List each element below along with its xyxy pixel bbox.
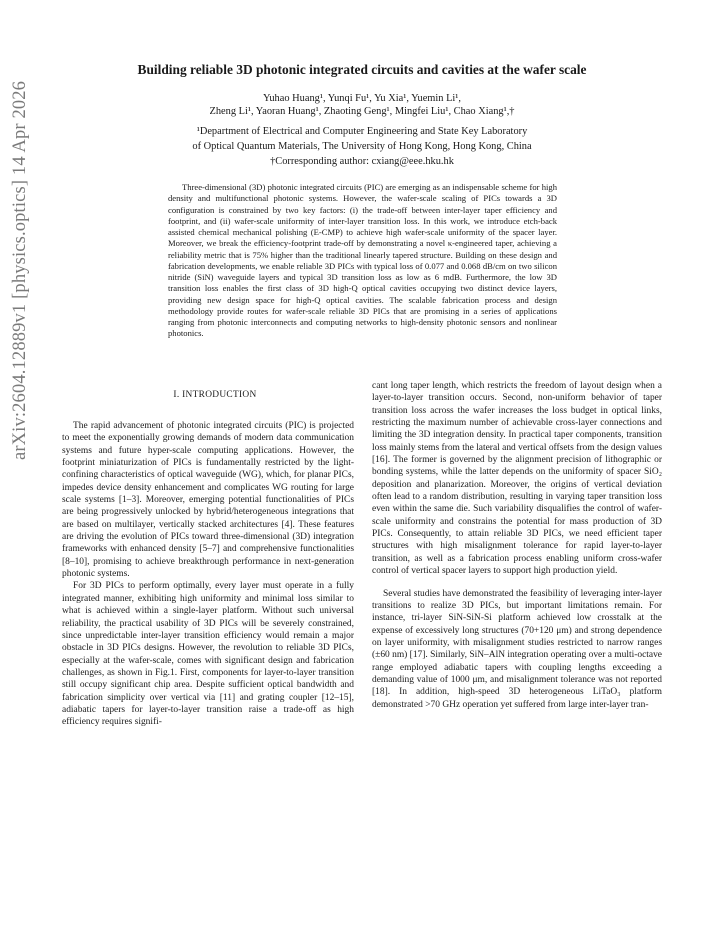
abstract: Three-dimensional (3D) photonic integrated circuits (PIC) are emerging as an indispensable scheme for high density and multifunctional photonic systems. However, the wafer-scale scaling of PICs towards a 3D configuration is constrained by two key factors: (i) the trade-off between inter-layer taper efficiency and footprint, and (ii) wafer-scale uniformity of inter-layer transition loss. In this work, we introduce etch-back assisted chemical mechanical polishing (E-CMP) to achieve high wafer-scale uniformity of the spacer layer. Moreover, we break the efficiency-footprint trade-off by demonstrating a novel κ-engineered taper, achieving a reliability metric that is 75% higher than the traditional linearly tapered structure. Building on these design and fabrication developments, we enable reliable 3D PICs with typical loss of 0.077 and 0.068 dB/cm on two silicon nitride (SiN) waveguide layers and typical 3D transition loss as low as 6 mdB. Furthermore, the low 3D transition loss enables the first class of 3D high-Q optical cavities occupying two distinct device layers, providing new design space for high-Q optical cavities. The scalable fabrication process and design methodology provide routes for wafer-scale reliable 3D PICs that are promising in a series of applications ranging from photonic interconnects and computing networks to high-density photonic sensors and nonlinear photonics. bbox=[168, 182, 557, 339]
paragraph-intro-3: Several studies have demonstrated the feasibility of leveraging inter-layer transitions to realize 3D PICs, but important limitations remain. For instance, tri-layer SiN-SiN-Si platform achieved low crosstalk at the expense of excessively long structures (70+120 μm) and strong dependence on layer uniformity, with misalignment studies restricted to narrow ranges (±60 nm) [17]. Similarly, SiN–AlN integration operating over a multi-octave range employed adiabatic tapers with coupling lengths exceeding a demanding value of 1000 μm, and misalignment tolerance was not reported [18]. In addition, high-speed 3D heterogeneous LiTaO₃ platform demonstrated >70 GHz operation yet suffered from large inter-layer tran- bbox=[372, 588, 662, 710]
affiliation-line-2: of Optical Quantum Materials, The University of Hong Kong, Hong Kong, China bbox=[192, 141, 532, 152]
authors-line-1: Yuhao Huang¹, Yunqi Fu¹, Yu Xia¹, Yuemin Li¹, bbox=[262, 93, 462, 104]
paragraph-intro-1: The rapid advancement of photonic integrated circuits (PIC) is projected to meet the exponentially growing demands of modern data communication systems and future hyper-scale computing applications. However, the footprint miniaturization of PICs is fundamentally restricted by the light-confining characteristics of optical waveguide (WG), which, for planar PICs, impedes device density enhancement and complicates WG routing for large scale systems [1–3]. Moreover, emerging potential functionalities of PICs are being progressively unlocked by hybrid/heterogeneous integrations that are based on multilayer, vertically stacked architectures [4]. These features are driving the evolution of PICs toward three-dimensional (3D) integration frameworks with enhanced density [5–7] and comprehensive functionalities [8–10], promising to achieve breakthrough performance in next-generation photonic systems. bbox=[62, 421, 354, 580]
paragraph-intro-2: For 3D PICs to perform optimally, every layer must operate in a fully integrated manner, exhibiting high uniformity and minimal loss similar to what is achieved within a single-layer platform. Without such universal reliability, the practical usability of 3D PICs will be severely constrained, since unpredictable inter-layer transition efficiency would remain a major obstacle in 3D PICs designs. However, the revolution to reliable 3D PICs, especially at the wafer-scale, comes with significant design and fabrication challenges, as shown in Fig.1. First, components for layer-to-layer transition still occupy significant chip area. Despite sufficient optical bandwidth and fabrication simplicity over vertical via [11] and grating coupler [12–15], adiabatic tapers for layer-to-layer transition raise a trade-off as high efficiency requires signifi- bbox=[62, 581, 354, 728]
authors-line-2: Zheng Li¹, Yaoran Huang¹, Zhaoting Geng¹, Mingfei Liu¹, Chao Xiang¹,† bbox=[209, 106, 515, 117]
paragraph-intro-2-continued: cant long taper length, which restricts the freedom of layout design when a layer-to-layer transition occurs. Second, non-uniform behavior of taper transition loss across the wafer increases the loss budget in optical links, restricting the maximum number of achievable cross-layer connections and limiting the 3D integration density. In practical taper components, transition loss mainly stems from the lateral and vertical offsets from the design values [16]. The former is governed by the alignment precision of lithographic or bonding systems, while the latter depends on the uniformity of spacer SiO₂ deposition and planarization. Moreover, the origins of vertical deviation often lead to a random distribution, resulting in varying taper transition loss even within the same die. Such variability disqualifies the control of wafer-scale uniformity and constrains the potential for mass production of 3D PICs. Consequently, to attain reliable 3D PICs, we need efficient taper structures with high misalignment tolerance for rapid layer-to-layer transition, as well as a fabrication process enabling uniform cross-wafer control of vertical spacer layers to support high production yield. bbox=[372, 381, 662, 577]
arxiv-identifier: arXiv:2604.12889v1 [physics.optics] 14 Apr 2026 bbox=[10, 80, 30, 460]
body-column-right bbox=[372, 380, 662, 711]
corresponding-author: †Corresponding author: cxiang@eee.hku.hk bbox=[270, 156, 454, 167]
body-column-left bbox=[62, 420, 354, 729]
section-heading-introduction: I. INTRODUCTION bbox=[173, 390, 257, 400]
affiliation-line-1: ¹Department of Electrical and Computer Engineering and State Key Laboratory bbox=[196, 126, 528, 137]
paper-title: Building reliable 3D photonic integrated circuits and cavities at the wafer scale bbox=[137, 62, 587, 77]
